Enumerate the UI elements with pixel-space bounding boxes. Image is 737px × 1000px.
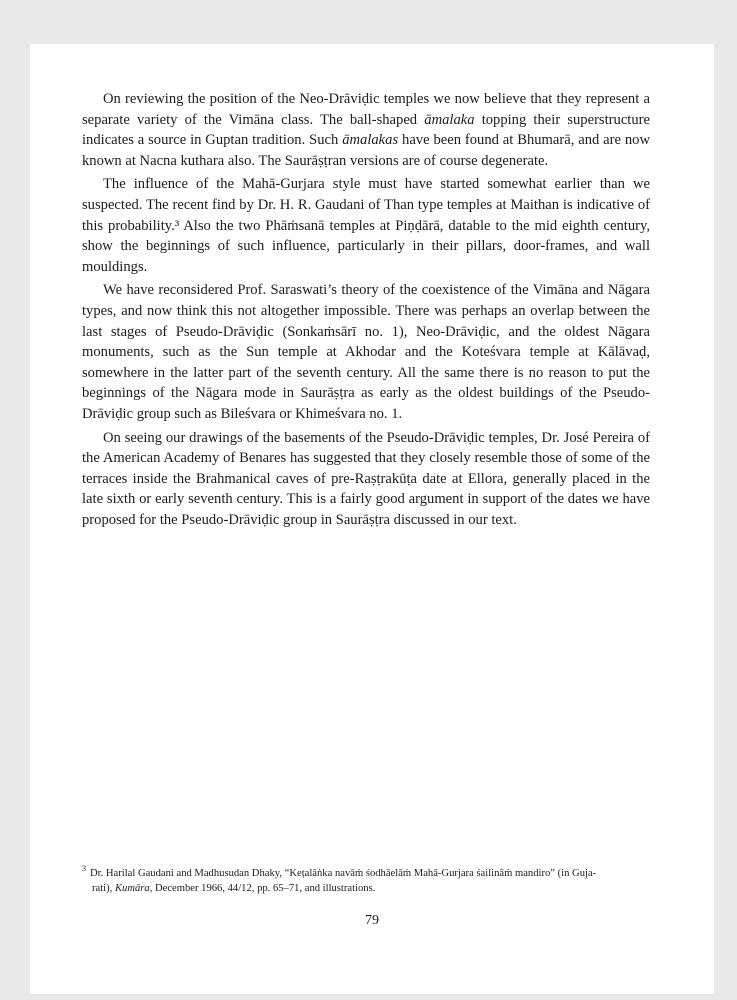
page-number: 79 — [365, 913, 379, 928]
paragraph-2: The influence of the Mahā-Gurjara style must have started somewhat earlier than we suspected. The recent find by Dr. H. R. Gaudani of Than type temples at Maithan is indicative of this probability.³ Also the two Phāṁsanā temples at Piṇḍārā, datable to the mid eighth century, show the beginnings of such influence, particularly in their pillars, door-frames, and wall mouldings. — [82, 176, 650, 275]
paragraph-1: On reviewing the position of the Neo-Drāviḍic temples we now believe that they represent a separate variety of the Vimāna class. The ball-shaped āmalaka topping their superstructure indicates a source in Guptan tradition. Such āmalakas have been found at Bhumarā, and are now known at Nacna kuthara also. The Saurāṣṭran versions are of course degenerate. — [82, 91, 650, 169]
footnote-line-1 — [82, 866, 650, 881]
footnote-text-1: Dr. Harilal Gaudani and Madhusudan Dhaky, “Keṭalāṅka navāṁ śodhāelāṁ Mahā-Gurjara śailināṁ mandiro” (in Guja- — [90, 868, 597, 879]
footnote-text-2: rati), Kumāra, December 1966, 44/12, pp. 65–71, and illustrations. — [92, 883, 376, 894]
book-page — [30, 44, 714, 994]
body-text — [82, 89, 650, 533]
footnote — [82, 866, 650, 896]
paragraph-4: On seeing our drawings of the basements of the Pseudo-Drāviḍic temples, Dr. José Pereira of the American Academy of Benares has suggested that they closely resemble those of some of the terraces inside the Brahmanical caves of pre-Raṣṭrakūṭa date at Ellora, generally placed in the late sixth or early seventh century. This is a fairly good argument in support of the dates we have proposed for the Pseudo-Drāviḍic group in Saurāṣṭra discussed in our text. — [82, 429, 650, 528]
paragraph-3: We have reconsidered Prof. Saraswati’s theory of the coexistence of the Vimāna and Nāgara types, and now think this not altogether impossible. There was perhaps an overlap between the last stages of Pseudo-Drāviḍic (Sonkaṁsārī no. 1), Neo-Drāviḍic, and the oldest Nāgara monuments, such as the Sun temple at Akhodar and the Koteśvara temple at Kālāvaḍ, somewhere in the latter part of the seventh century. All the same there is no reason to put the beginnings of the Nāgara mode in Saurāṣṭra as early as the oldest buildings of the Pseudo-Drāviḍic group such as Bileśvara or Khimeśvara no. 1. — [82, 282, 650, 422]
footnote-marker: 3 — [82, 864, 86, 874]
